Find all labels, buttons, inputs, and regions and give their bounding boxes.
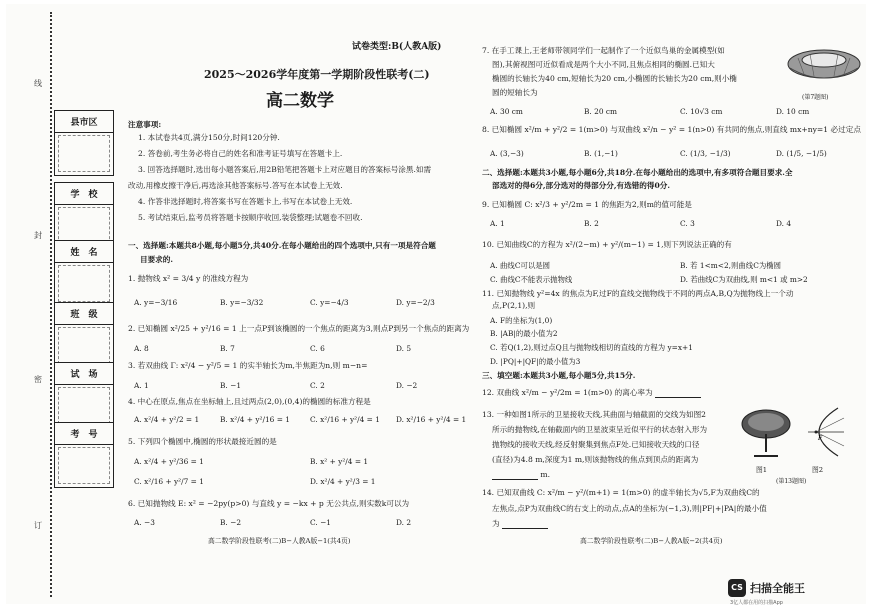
option-b[interactable]: B. (1,−1) (584, 149, 618, 158)
question-stem: 13. 一种如图1所示的卫星接收天线,其曲面与轴截面的交线为如图2 (482, 410, 707, 419)
seal-word: 线 (34, 79, 42, 88)
question-stem: (直径)为4.8 m,深度为1 m,则该抛物线的焦点到顶点的距离为 (492, 455, 699, 464)
question-stem: 点,P(2,1),则 (492, 301, 536, 310)
page-footer: 高二数学阶段性联考(二)B−人教A版−1(共4页) (208, 537, 351, 545)
option-a[interactable]: A. y=−3/16 (134, 298, 178, 307)
option-b[interactable]: B. 2 (584, 219, 599, 228)
parabola-cross-section-figure (798, 404, 846, 462)
option-a[interactable]: A. x²/4 + y²/36 = 1 (134, 457, 204, 466)
exam-title: 2025～2026学年度第一学期阶段性联考(二) (204, 68, 430, 81)
binding-margin (6, 4, 124, 604)
box-label: 学 校 (55, 186, 113, 205)
county-box (54, 110, 114, 176)
option-a[interactable]: A. 曲线C可以是圆 (490, 261, 551, 270)
option-a[interactable]: A. x²/4 + y²/2 = 1 (134, 415, 200, 424)
figure-caption: (第7题图) (802, 94, 829, 101)
question-stem: 圆的短轴长为 (492, 88, 538, 97)
option-c[interactable]: C. 若Q(1,2),则过点Q且与抛物线相切的直线的方程为 y=x+1 (490, 343, 693, 352)
question-stem (482, 388, 701, 398)
question-stem: 图),其俯视图可近似看成是两个大小不同,且焦点相同的椭圆.已知大 (492, 60, 715, 69)
write-area[interactable] (58, 135, 110, 172)
question-stem: 所示的抛物线,在轴截面内的卫星波束呈近似平行的状态射入形为 (492, 425, 708, 434)
box-label: 考 号 (55, 426, 113, 445)
question-stem: 7. 在手工课上,王老师带领同学们一起制作了一个近似鸟巢的金属模型(如 (482, 46, 725, 55)
paper-type: 试卷类型:B(人教A版) (352, 42, 442, 52)
option-c[interactable]: C. −1 (310, 518, 331, 527)
notice-item: 1. 本试卷共4页,满分150分,时间120分钟. (138, 133, 280, 142)
q14-tail: 为 (492, 519, 500, 528)
option-c[interactable]: C. 10√3 cm (680, 107, 723, 116)
box-label: 县市区 (55, 114, 113, 133)
question-stem: 椭圆的长轴长为40 cm,短轴长为20 cm,小椭圆的长轴长为20 cm,则小椭 (492, 74, 737, 83)
seal-word: 封 (34, 231, 42, 240)
option-c[interactable]: C. 2 (310, 381, 325, 390)
exam-sheet (6, 4, 866, 604)
name-box (54, 240, 114, 306)
option-b[interactable]: B. −2 (220, 518, 242, 527)
question-stem: 5. 下列四个椭圆中,椭圆的形状最接近圆的是 (128, 437, 277, 446)
option-c[interactable]: C. x²/16 + y²/7 = 1 (134, 477, 204, 486)
write-area[interactable] (58, 265, 110, 302)
option-d[interactable]: D. y=−2/3 (396, 298, 435, 307)
exam-number-box (54, 422, 114, 488)
write-area[interactable] (58, 447, 110, 484)
option-b[interactable]: B. x² + y²/4 = 1 (310, 457, 369, 466)
focus-label: F (818, 435, 823, 442)
answer-blank[interactable] (502, 520, 548, 529)
option-b[interactable]: B. −1 (220, 381, 242, 390)
option-d[interactable]: D. x²/16 + y²/4 = 1 (396, 415, 467, 424)
answer-blank[interactable] (492, 471, 538, 480)
option-d[interactable]: D. −2 (396, 381, 418, 390)
section1-heading: 一、选择题:本题共8小题,每小题5分,共40分.在每小题给出的四个选项中,只有一项是符合题 (128, 241, 436, 250)
write-area[interactable] (58, 387, 110, 424)
option-d[interactable]: D. 5 (396, 344, 412, 353)
option-a[interactable]: A. 30 cm (490, 107, 523, 116)
page-footer: 高二数学阶段性联考(二)B−人教A版−2(共4页) (580, 537, 723, 545)
seal-word: 密 (34, 375, 42, 384)
notice-item: 改动,用橡皮擦干净后,再选涂其他答案标号.答写在本试卷上无效. (128, 181, 343, 190)
option-c[interactable]: C. (1/3, −1/3) (680, 149, 731, 158)
option-c[interactable]: C. 6 (310, 344, 325, 353)
option-a[interactable]: A. 1 (134, 381, 149, 390)
option-b[interactable]: B. |AB|的最小值为2 (490, 329, 558, 338)
question-stem: 14. 已知双曲线 C: x²/m − y²/(m+1) = 1(m>0) 的虚半轴长为√5,F为双曲线C的 (482, 488, 760, 497)
section2-heading-cont: 部选对的得6分,部分选对的得部分分,有选错的得0分. (492, 181, 670, 190)
question-stem (492, 470, 550, 480)
question-stem: 1. 抛物线 x² = 3/4 y 的准线方程为 (128, 274, 249, 283)
notice-item: 5. 考试结束后,监考员将答题卡按顺序收回,装袋整理;试题卷不回收. (138, 213, 363, 222)
section2-heading: 二、选择题:本题共3小题,每小题6分,共18分.在每小题给出的选项中,有多项符合题目要求.全 (482, 168, 793, 177)
notice-heading: 注意事项: (128, 120, 162, 129)
option-c[interactable]: C. x²/16 + y²/4 = 1 (310, 415, 380, 424)
question-stem: 4. 中心在原点,焦点在坐标轴上,且过两点(2,0),(0,4)的椭圆的标准方程是 (128, 397, 371, 406)
question-stem: 6. 已知抛物线 E: x² = −2py(p>0) 与直线 y = −kx + p 无公共点,则实数k可以为 (128, 499, 410, 508)
section1-heading-cont: 目要求的. (140, 255, 174, 264)
question-stem: 10. 已知曲线C的方程为 x²/(2−m) + y²/(m−1) = 1,则下列说法正确的有 (482, 240, 732, 249)
option-d[interactable]: D. 10 cm (776, 107, 810, 116)
option-b[interactable]: B. 若 1<m<2,则曲线C为椭圆 (680, 261, 782, 270)
logo-name: 扫描全能王 (750, 582, 805, 595)
option-c[interactable]: C. 3 (680, 219, 695, 228)
option-b[interactable]: B. 20 cm (584, 107, 618, 116)
exam-room-box (54, 362, 114, 428)
option-d[interactable]: D. x²/4 + y²/3 = 1 (310, 477, 376, 486)
cs-logo-icon: CS (728, 579, 746, 597)
q12-text: 12. 双曲线 x²/m − y²/2m = 1(m>0) 的离心率为 (482, 388, 653, 397)
school-box (54, 182, 114, 248)
option-b[interactable]: B. 7 (220, 344, 235, 353)
question-stem: 左焦点,点P为双曲线C的右支上的动点,点A的坐标为(−1,3),则|PF|+|PA|的最小值 (492, 504, 767, 513)
option-d[interactable]: D. 若曲线C为双曲线,则 m<1 或 m>2 (680, 275, 808, 284)
satellite-dish-figure (738, 406, 796, 462)
write-area[interactable] (58, 207, 110, 244)
option-a[interactable]: A. F的坐标为(1,0) (490, 316, 553, 325)
option-d[interactable]: D. |PQ|+|QF|的最小值为3 (490, 357, 581, 366)
notice-item: 4. 作答非选择题时,将答案书写在答题卡上,书写在本试卷上无效. (138, 197, 353, 206)
scanner-app-logo (728, 577, 866, 611)
box-label: 姓 名 (55, 244, 113, 263)
figure-caption: (第13题图) (776, 478, 807, 485)
class-box (54, 302, 114, 368)
question-stem: 抛物线的接收天线,经反射聚集到焦点F处.已知接收天线的口径 (492, 440, 700, 449)
option-b[interactable]: B. x²/4 + y²/16 = 1 (220, 415, 290, 424)
figure-1-caption: 图1 (756, 466, 768, 474)
option-a[interactable]: A. 1 (490, 219, 505, 228)
notice-item: 2. 答卷前,考生务必将自己的姓名和准考证号填写在答题卡上. (138, 149, 343, 158)
question-stem: 2. 已知椭圆 x²/25 + y²/16 = 1 上一点P到该椭圆的一个焦点的距离为3,则点P到另一个焦点的距离为 (128, 324, 470, 333)
seal-word: 订 (34, 521, 42, 530)
option-a[interactable]: A. −3 (134, 518, 155, 527)
logo-tagline: 3亿人都在用的扫描App (730, 600, 783, 606)
question-stem: 11. 已知抛物线 y²=4x 的焦点为F,过F的直线交抛物线于不同的两点A,B,Q为抛物线上一个动 (482, 289, 794, 298)
answer-blank[interactable] (655, 389, 701, 398)
option-d[interactable]: D. (1/5, −1/5) (776, 149, 827, 158)
unit-label: m. (540, 470, 551, 479)
question-stem: 8. 已知椭圆 x²/m + y²/2 = 1(m>0) 与双曲线 x²/n − y² = 1(n>0) 有共同的焦点,则直线 mx+ny=1 必过定点 (482, 125, 861, 134)
question-stem: 9. 已知椭圆 C: x²/3 + y²/2m = 1 的焦距为2,则m的值可能是 (482, 200, 692, 209)
box-label: 试 场 (55, 366, 113, 385)
write-area[interactable] (58, 327, 110, 364)
question-stem (492, 519, 548, 529)
option-b[interactable]: B. y=−3/32 (220, 298, 264, 307)
section3-heading: 三、填空题:本题共3小题,每小题5分,共15分. (482, 371, 636, 380)
question-stem: 3. 若双曲线 Γ: x²/4 − y²/5 = 1 的实半轴长为m,半焦距为n,则 m−n= (128, 361, 368, 370)
subject-title: 高二数学 (266, 91, 334, 111)
option-d[interactable]: D. 4 (776, 219, 792, 228)
option-a[interactable]: A. 8 (134, 344, 149, 353)
option-c[interactable]: C. 曲线C不能表示抛物线 (490, 275, 573, 284)
box-label: 班 级 (55, 306, 113, 325)
option-d[interactable]: D. 2 (396, 518, 412, 527)
notice-item: 3. 回答选择题时,选出每小题答案后,用2B铅笔把答题卡上对应题目的答案标号涂黑.如需 (138, 165, 432, 174)
figure-2-caption: 图2 (812, 466, 824, 474)
option-a[interactable]: A. (3,−3) (490, 149, 524, 158)
bird-nest-model-figure (784, 44, 864, 88)
option-c[interactable]: C. y=−4/3 (310, 298, 349, 307)
